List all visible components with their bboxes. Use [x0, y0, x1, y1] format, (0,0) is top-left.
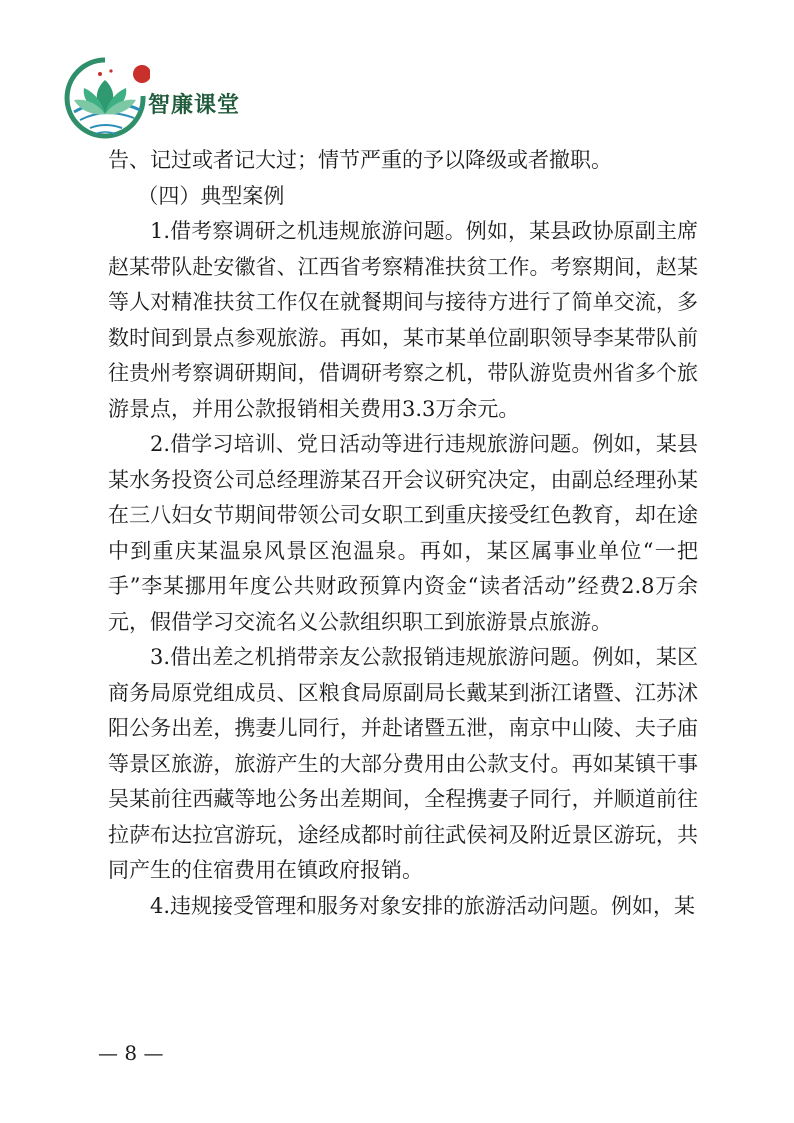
- case-paragraph-1: 1.借考察调研之机违规旅游问题。例如，某县政协原副主席赵某带队赴安徽省、江西省考察精准扶贫工作。考察期间，赵某等人对精准扶贫工作仅在就餐期间与接待方进行了简单交流，多数时间到景点参观旅游。再如，某市某单位副职领导李某带队前往贵州考察调研期间，借调研考察之机，带队游览贵州省多个旅游景点，并用公款报销相关费用3.3万余元。: [108, 219, 698, 421]
- page-number: — 8 —: [98, 1041, 164, 1065]
- lotus-logo-icon: [60, 52, 150, 142]
- case-paragraph-2: 2.借学习培训、党日活动等进行违规旅游问题。例如，某县某水务投资公司总经理游某召开会议研究决定，由副总经理孙某在三八妇女节期间带领公司女职工到重庆接受红色教育，却在途中到重庆某温泉风景区泡温泉。再如，某区属事业单位“一把手”李某挪用年度公共财政预算内资金“读者活动”经费2.8万余元，假借学习交流名义公款组织职工到旅游景点旅游。: [108, 432, 698, 634]
- paragraph-continuation: 告、记过或者记大过；情节严重的予以降级或者撤职。: [108, 148, 612, 172]
- brand-title: 智廉课堂: [148, 93, 241, 118]
- section-heading: （四）典型案例: [137, 183, 285, 208]
- document-body: [108, 143, 698, 924]
- case-paragraph-4: 4.违规接受管理和服务对象安排的旅游活动问题。例如，某: [150, 893, 696, 918]
- case-paragraph-3: 3.借出差之机捎带亲友公款报销违规旅游问题。例如，某区商务局原党组成员、区粮食局原副局长戴某到浙江诸暨、江苏沭阳公务出差，携妻儿同行，并赴诸暨五泄，南京中山陵、夫子庙等景区旅游，旅游产生的大部分费用由公款支付。再如某镇干事吴某前往西藏等地公务出差期间，全程携妻子同行，并顺道前往拉萨布达拉宫游玩，途经成都时前往武侯祠及附近景区游玩，共同产生的住宿费用在镇政府报销。: [108, 645, 698, 882]
- page-header: [60, 52, 360, 142]
